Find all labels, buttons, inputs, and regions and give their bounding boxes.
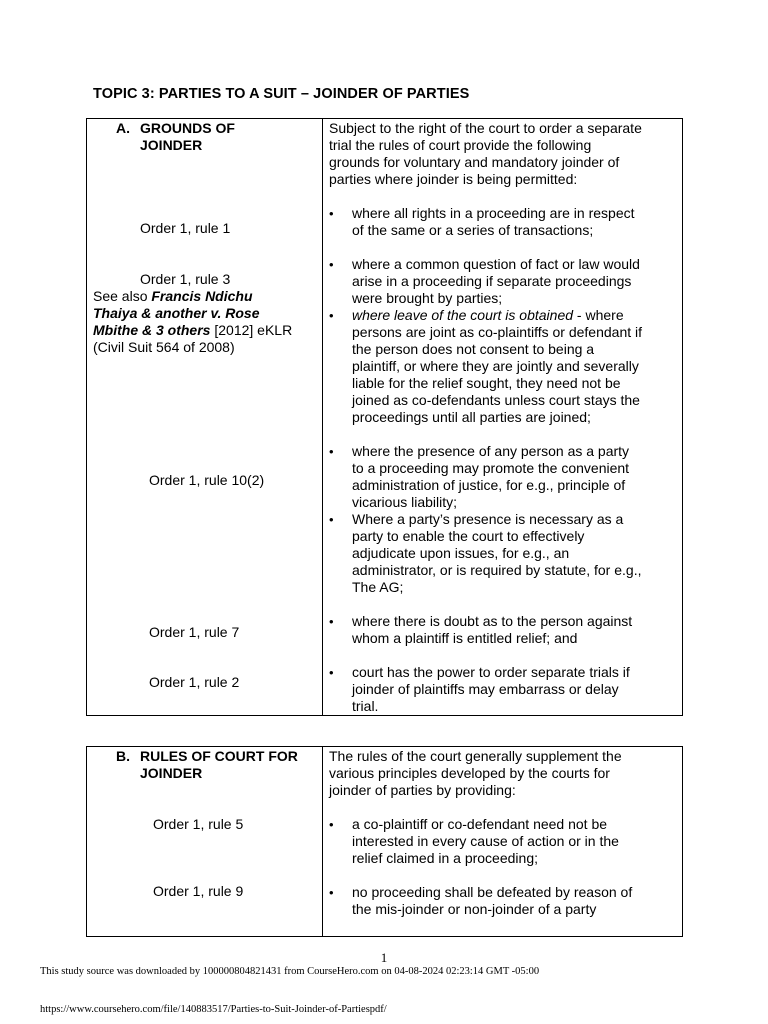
section-a-heading-line2: JOINDER bbox=[140, 137, 203, 153]
bullet-line: proceedings until all parties are joined; bbox=[352, 409, 591, 425]
intro-line: parties where joinder is being permitted: bbox=[329, 171, 578, 187]
bullet-line: The AG; bbox=[352, 579, 404, 595]
section-b-intro bbox=[329, 748, 622, 799]
bullet-line: a co-plaintiff or co-defendant need not be bbox=[352, 816, 608, 832]
bullet-co-plaintiff bbox=[352, 816, 619, 867]
bullet-dot: • bbox=[329, 665, 334, 680]
case-name-part1: Francis Ndichu bbox=[151, 288, 253, 304]
bullet-line: joined as co-defendants unless court stays the bbox=[352, 392, 640, 408]
bullet-dot: • bbox=[329, 614, 334, 629]
bullet-dot: • bbox=[329, 257, 334, 272]
bullet-line: no proceeding shall be defeated by reason of bbox=[352, 884, 633, 900]
ref-order-1-rule-1: Order 1, rule 1 bbox=[140, 220, 231, 236]
bullet-dot: • bbox=[329, 308, 334, 323]
case-citation-line1 bbox=[93, 288, 253, 305]
column-divider bbox=[322, 747, 323, 936]
bullet-line: Where a party’s presence is necessary as a bbox=[352, 511, 624, 527]
bullet-necessary-party bbox=[352, 511, 641, 596]
ref-order-1-rule-2: Order 1, rule 2 bbox=[149, 674, 240, 690]
bullet-line: of the same or a series of transactions; bbox=[352, 222, 594, 238]
case-year: [2012] eKLR bbox=[210, 322, 293, 338]
bullet-line: plaintiff, or where they are jointly and severally bbox=[352, 358, 639, 374]
ref-order-1-rule-5: Order 1, rule 5 bbox=[153, 816, 244, 832]
section-b-heading-line1: RULES OF COURT FOR bbox=[140, 748, 298, 764]
bullet-dot: • bbox=[329, 885, 334, 900]
bullet-line: where the presence of any person as a party bbox=[352, 443, 630, 459]
leave-of-court-rest: - where bbox=[573, 307, 624, 323]
case-suit-number: (Civil Suit 564 of 2008) bbox=[93, 339, 235, 355]
column-divider bbox=[322, 119, 323, 715]
bullet-line: joinder of plaintiffs may embarrass or delay bbox=[352, 681, 619, 697]
case-name-part3: Mbithe & 3 others bbox=[93, 322, 211, 338]
bullet-leave-of-court bbox=[352, 307, 642, 426]
bullet-dot: • bbox=[329, 817, 334, 832]
bullet-same-transactions bbox=[352, 205, 635, 239]
bullet-line: party to enable the court to effectively bbox=[352, 528, 585, 544]
section-a-intro bbox=[329, 120, 642, 188]
bullet-line: whom a plaintiff is entitled relief; and bbox=[352, 630, 578, 646]
bullet-line: where all rights in a proceeding are in respect bbox=[352, 205, 635, 221]
bullet-line: were brought by parties; bbox=[352, 290, 503, 306]
bullet-line: to a proceeding may promote the convenient bbox=[352, 460, 630, 476]
bullet-line: where there is doubt as to the person against bbox=[352, 613, 633, 629]
download-notice: This study source was downloaded by 100000804821431 from CourseHero.com on 04-08-2024 02:23:14 GMT -05:00 bbox=[40, 966, 540, 977]
bullet-line: arise in a proceeding if separate proceedings bbox=[352, 273, 632, 289]
ref-order-1-rule-3: Order 1, rule 3 bbox=[140, 271, 231, 287]
bullet-misjoinder bbox=[352, 884, 632, 918]
ref-order-1-rule-7: Order 1, rule 7 bbox=[149, 624, 240, 640]
bullet-line: persons are joint as co-plaintiffs or defendant if bbox=[352, 324, 643, 340]
bullet-line: trial. bbox=[352, 698, 379, 714]
page-title: TOPIC 3: PARTIES TO A SUIT – JOINDER OF PARTIES bbox=[93, 86, 470, 102]
bullet-line: where a common question of fact or law would bbox=[352, 256, 640, 272]
intro-line: The rules of the court generally supplement the bbox=[329, 748, 622, 764]
bullet-line: relief claimed in a proceeding; bbox=[352, 850, 538, 866]
intro-line: various principles developed by the courts for bbox=[329, 765, 610, 781]
section-b-letter: B. bbox=[116, 748, 130, 764]
section-b-heading-line2: JOINDER bbox=[140, 765, 203, 781]
ref-order-1-rule-10-2: Order 1, rule 10(2) bbox=[149, 472, 265, 488]
bullet-doubt-as-to-person bbox=[352, 613, 632, 647]
case-name-part2: Thaiya & another v. Rose bbox=[93, 305, 260, 321]
bullet-line: liable for the relief sought, they need not be bbox=[352, 375, 621, 391]
bullet-line: administrator, or is required by statute, for e.g., bbox=[352, 562, 642, 578]
leave-of-court-phrase: where leave of the court is obtained bbox=[352, 307, 574, 323]
bullet-line: court has the power to order separate trials if bbox=[352, 664, 630, 680]
bullet-line: adjudicate upon issues, for e.g., an bbox=[352, 545, 570, 561]
bullet-line: the person does not consent to being a bbox=[352, 341, 595, 357]
case-citation-line3 bbox=[93, 322, 292, 339]
intro-line: Subject to the right of the court to order a separate bbox=[329, 120, 642, 136]
bullet-line: administration of justice, for e.g., principle of bbox=[352, 477, 626, 493]
intro-line: joinder of parties by providing: bbox=[329, 782, 516, 798]
bullet-dot: • bbox=[329, 512, 334, 527]
source-url[interactable]: https://www.coursehero.com/file/140883517/Parties-to-Suit-Joinder-of-Partiespdf/ bbox=[40, 1004, 387, 1015]
ref-order-1-rule-9: Order 1, rule 9 bbox=[153, 883, 244, 899]
see-also-text: See also bbox=[93, 288, 152, 304]
bullet-dot: • bbox=[329, 444, 334, 459]
intro-line: trial the rules of court provide the following bbox=[329, 137, 592, 153]
bullet-separate-trials bbox=[352, 664, 630, 715]
bullet-convenient-administration bbox=[352, 443, 629, 511]
page-number: 1 bbox=[380, 950, 388, 965]
bullet-line: the mis-joinder or non-joinder of a party bbox=[352, 901, 597, 917]
section-a-heading-line1: GROUNDS OF bbox=[140, 120, 235, 136]
bullet-common-question bbox=[352, 256, 640, 307]
bullet-dot: • bbox=[329, 206, 334, 221]
bullet-line: interested in every cause of action or in the bbox=[352, 833, 619, 849]
bullet-line bbox=[352, 307, 642, 324]
section-a-letter: A. bbox=[116, 120, 130, 136]
bullet-line: vicarious liability; bbox=[352, 494, 458, 510]
intro-line: grounds for voluntary and mandatory joinder of bbox=[329, 154, 620, 170]
